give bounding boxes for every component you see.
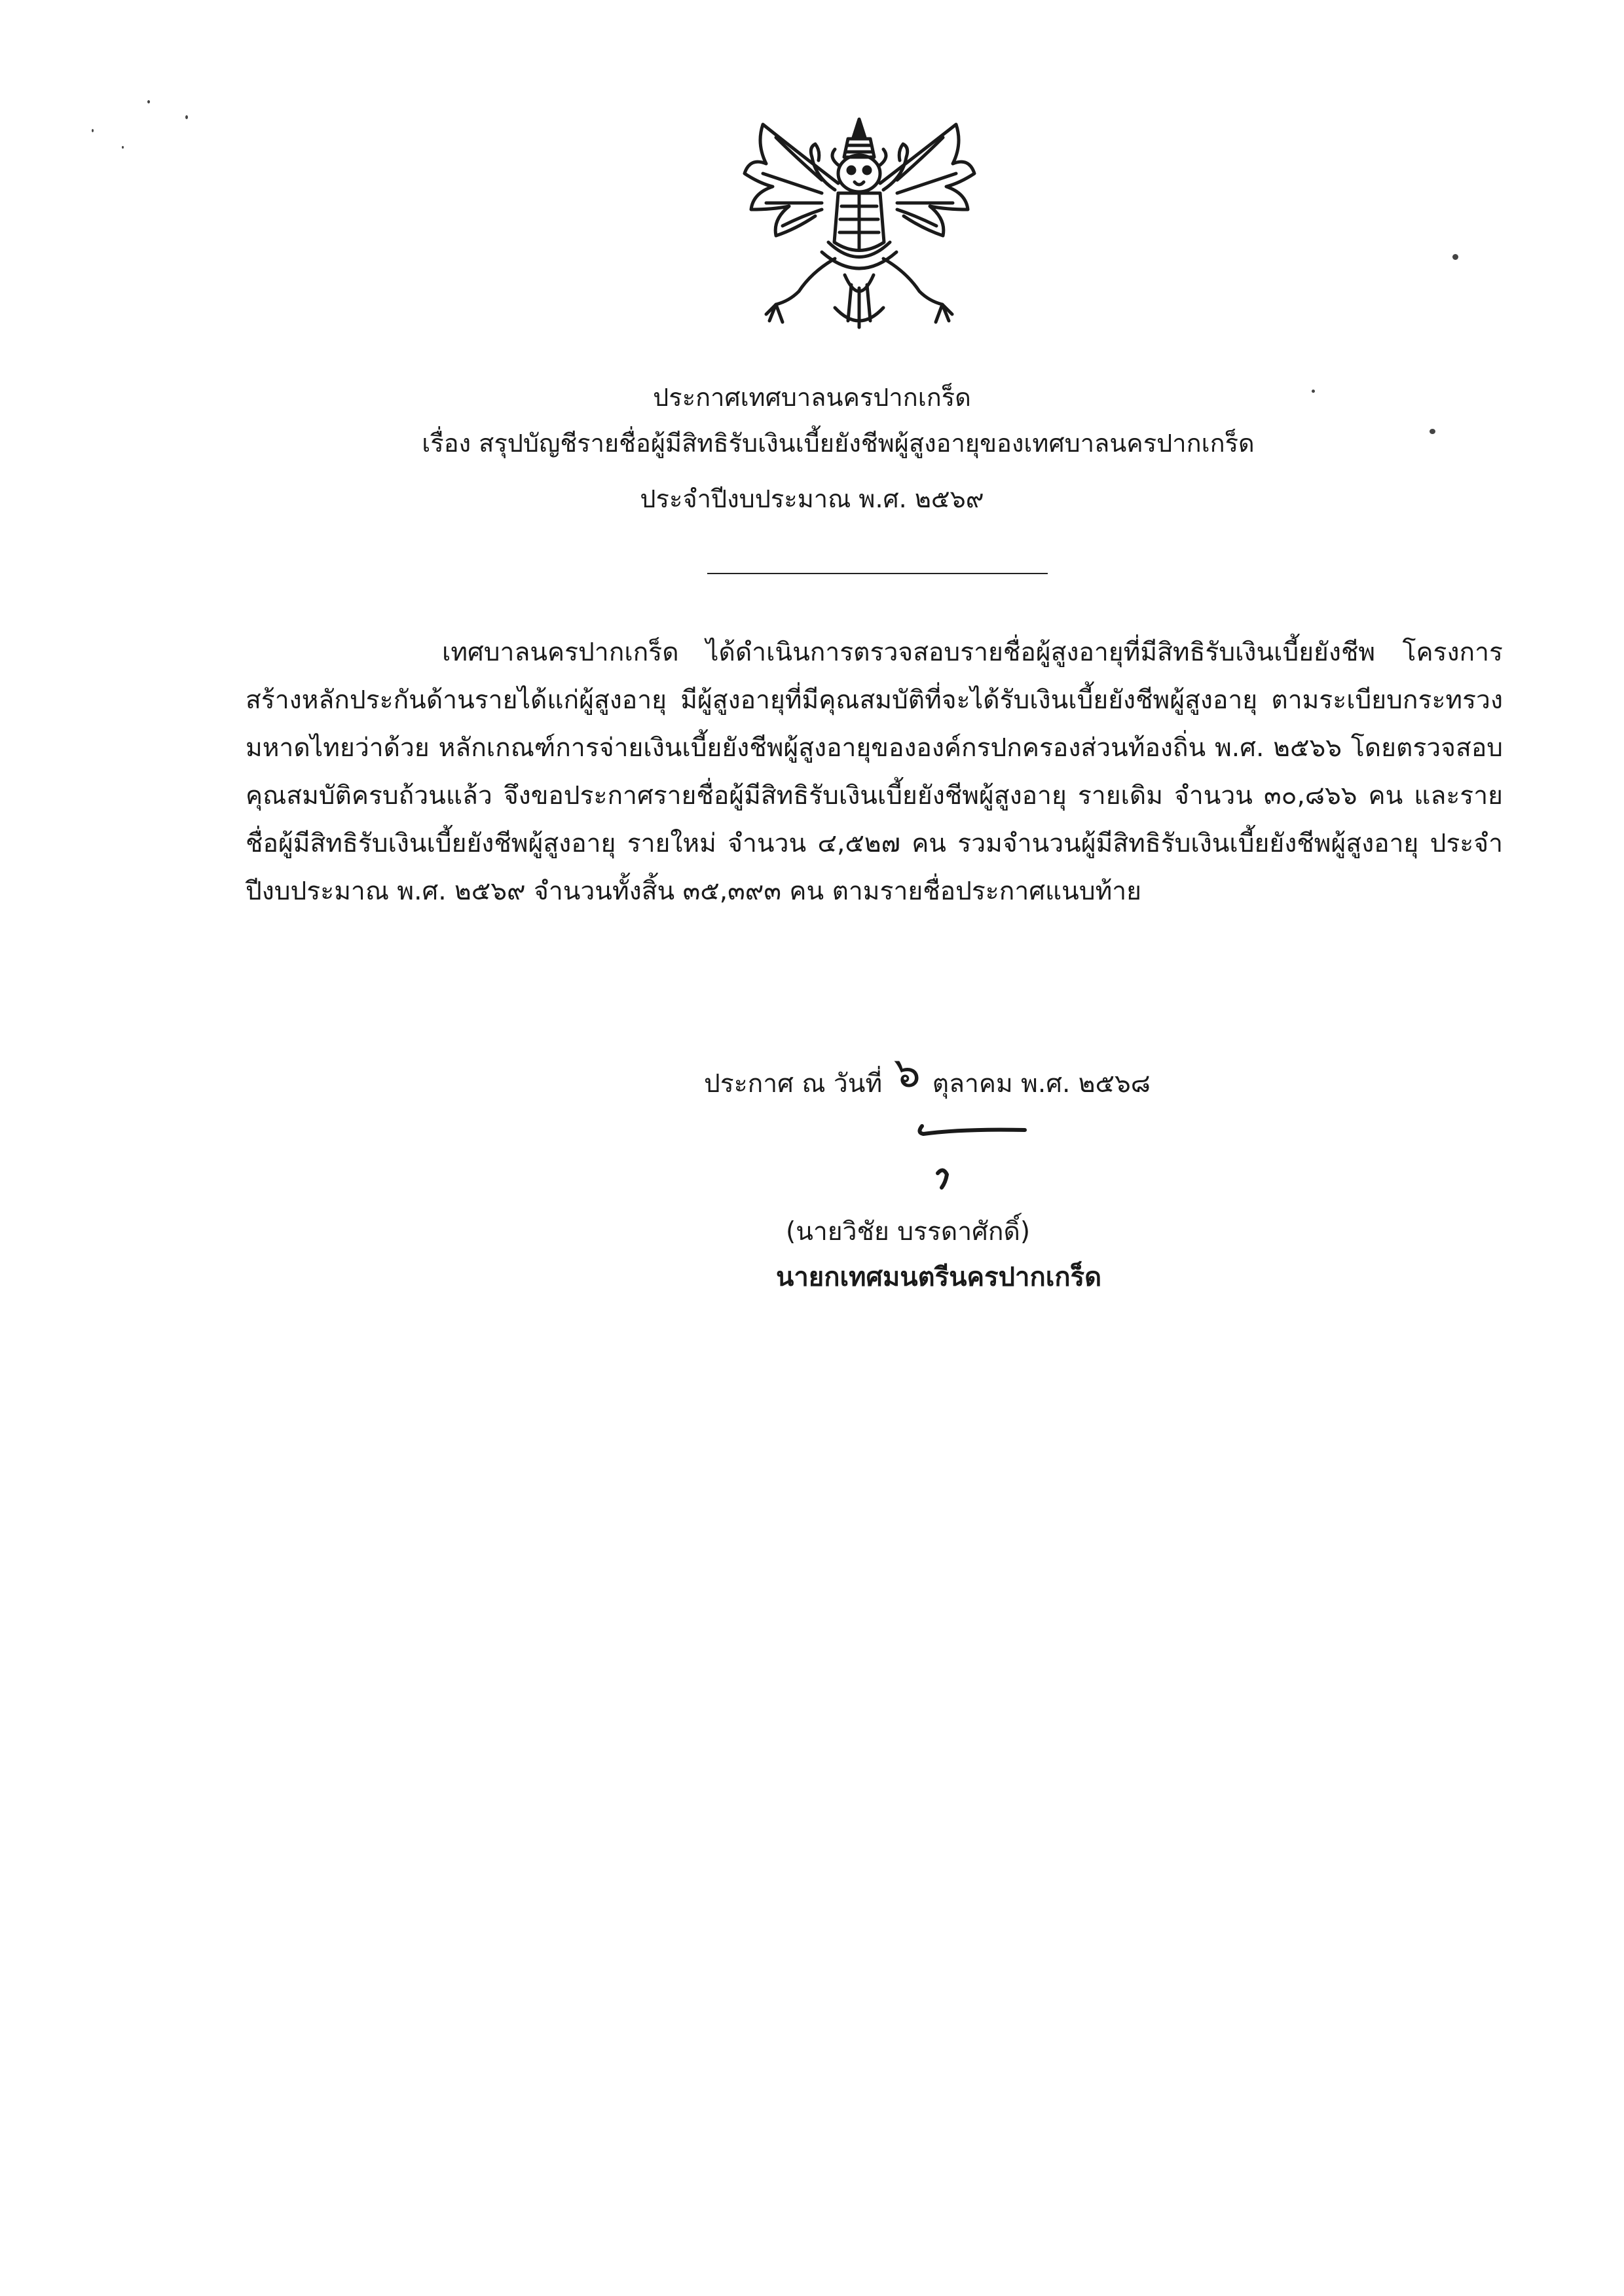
scan-speck	[185, 115, 188, 119]
scan-speck	[122, 146, 124, 149]
header-divider	[707, 573, 1048, 574]
announcement-date	[704, 1044, 1151, 1111]
scan-speck	[92, 129, 94, 132]
announcement-body: เทศบาลนครปากเกร็ด ได้ดำเนินการตรวจสอบรายชื่อผู้สูงอายุที่มีสิทธิรับเงินเบี้ยยังชีพ โครงการสร้างหลักประกันด้านรายได้แก่ผู้สูงอายุ มีผู้สูงอายุที่มีคุณสมบัติที่จะได้รับเงินเบี้ยยังชีพผู้สูงอายุ ตามระเบียบกระทรวงมหาดไทยว่าด้วย หลักเกณฑ์การจ่ายเงินเบี้ยยังชีพผู้สูงอายุขององค์กรปกครองส่วนท้องถิ่น พ.ศ. ๒๕๖๖ โดยตรวจสอบคุณสมบัติครบถ้วนแล้ว จึงขอประกาศรายชื่อผู้มีสิทธิรับเงินเบี้ยยังชีพผู้สูงอายุ รายเดิม จำนวน ๓๐,๘๖๖ คน และรายชื่อผู้มีสิทธิรับเงินเบี้ยยังชีพผู้สูงอายุ รายใหม่ จำนวน ๔,๕๒๗ คน รวมจำนวนผู้มีสิทธิรับเงินเบี้ยยังชีพผู้สูงอายุ ประจำปีงบประมาณ พ.ศ. ๒๕๖๙ จำนวนทั้งสิ้น ๓๕,๓๙๓ คน ตามรายชื่อประกาศแนบท้าย	[246, 638, 1503, 906]
scan-speck	[1452, 254, 1458, 260]
date-prefix: ประกาศ ณ วันที่	[704, 1069, 883, 1099]
date-day-handwritten: ๖	[894, 1049, 921, 1097]
subject-line: เรื่อง สรุปบัญชีรายชื่อผู้มีสิทธิรับเงินเบี้ยยังชีพผู้สูงอายุของเทศบาลนครปากเกร็ด	[422, 429, 1255, 458]
signatory-title: นายกเทศมนตรีนครปากเกร็ด	[776, 1262, 1102, 1292]
garuda-emblem-icon	[737, 111, 982, 337]
fiscal-year-line: ประจำปีงบประมาณ พ.ศ. ๒๕๖๙	[640, 484, 984, 513]
signatory-name: (นายวิชัย บรรดาศักดิ์)	[786, 1217, 1031, 1247]
handwritten-signature	[904, 1106, 1035, 1192]
issuer-line: ประกาศเทศบาลนครปากเกร็ด	[653, 383, 971, 412]
date-suffix: ตุลาคม พ.ศ. ๒๕๖๘	[932, 1069, 1151, 1099]
scan-speck	[147, 100, 150, 103]
